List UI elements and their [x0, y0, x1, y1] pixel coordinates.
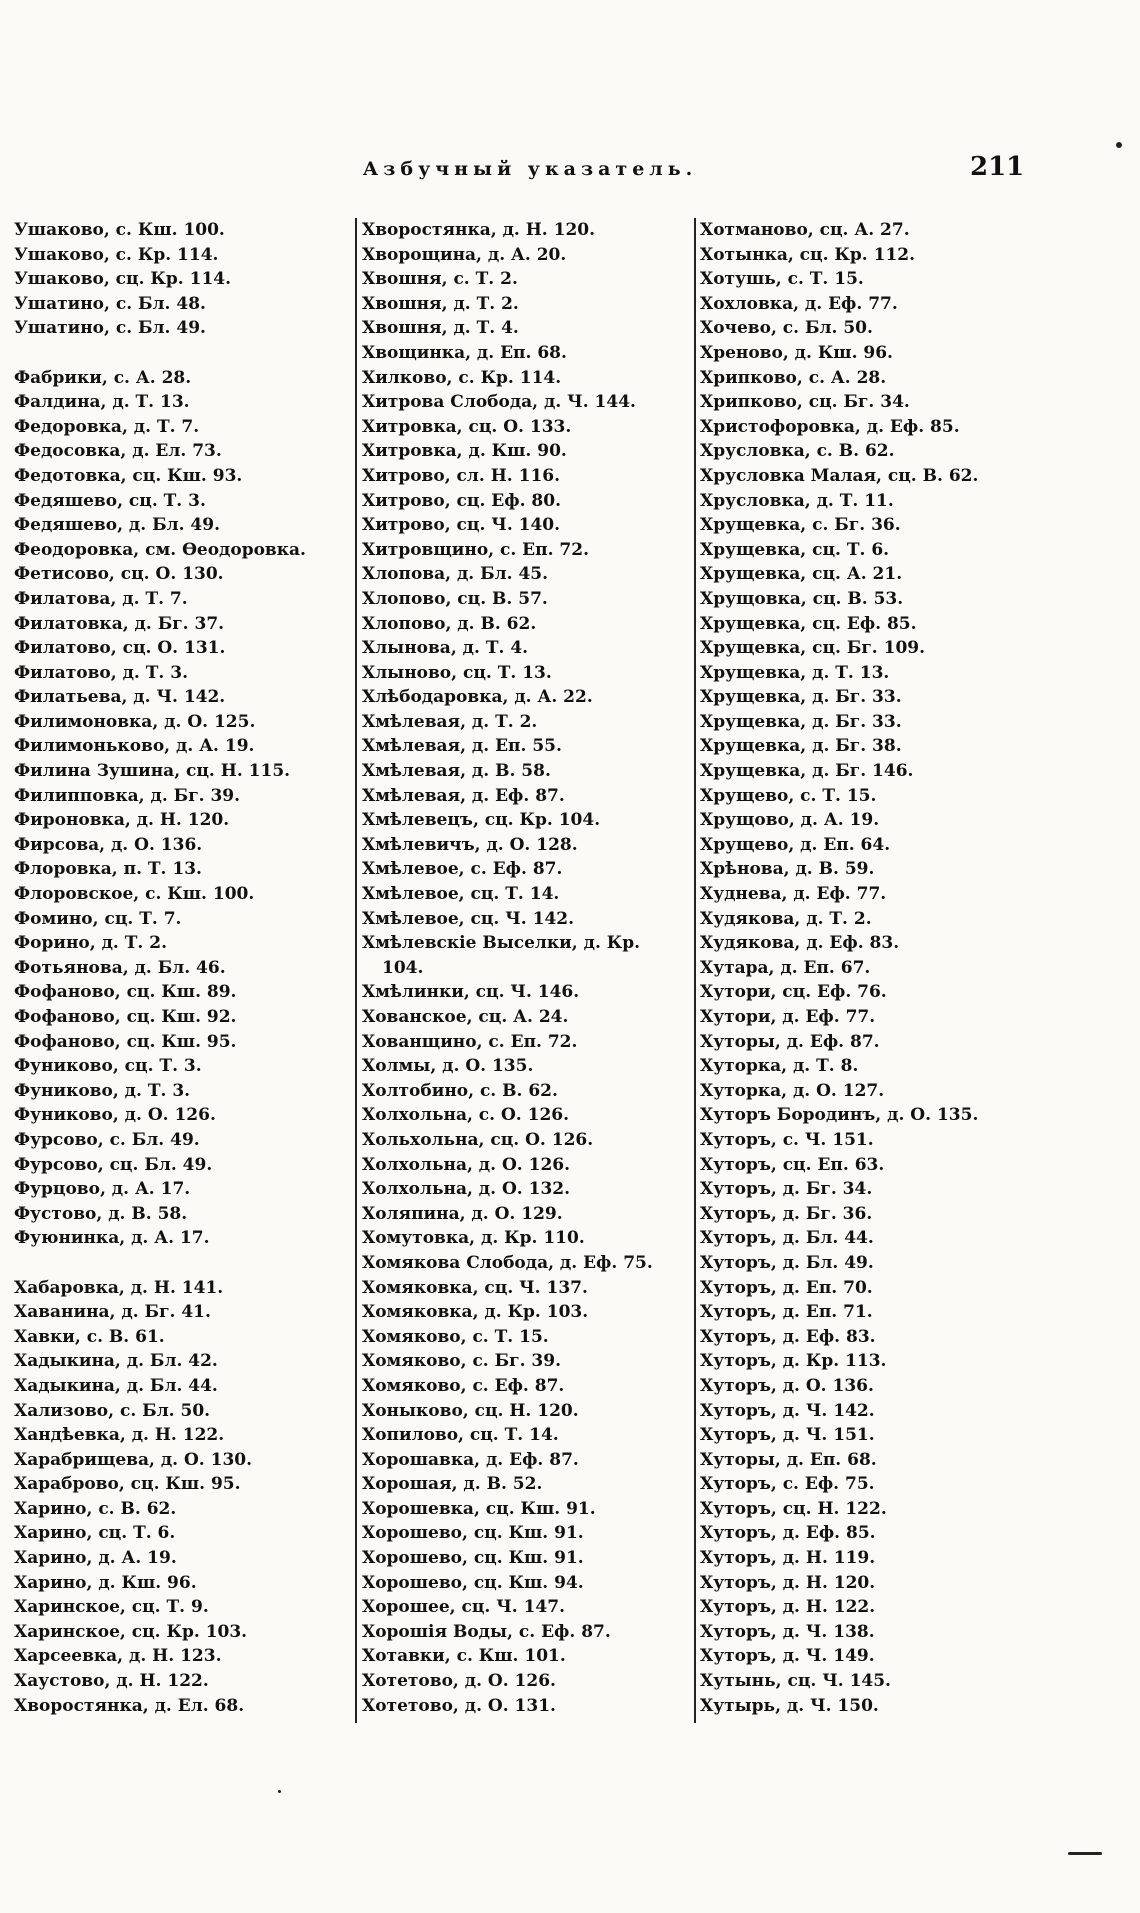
index-entry: Хадыкина, д. Бл. 42. — [14, 1351, 218, 1372]
index-entry: Хутори, сц. Еф. 76. — [700, 982, 887, 1003]
page-number: 211 — [970, 152, 1025, 182]
index-entry: Хлѣбодаровка, д. А. 22. — [362, 687, 593, 708]
index-entry: Хрущевка, с. Бг. 36. — [700, 515, 901, 536]
index-entry: Филина Зушина, сц. Н. 115. — [14, 761, 291, 782]
index-entry: Хвошня, с. Т. 2. — [362, 269, 518, 290]
index-entry: Фотьянова, д. Бл. 46. — [14, 957, 226, 978]
index-entry: Федоровка, д. Т. 7. — [14, 416, 200, 437]
index-entry: Хрусловка Малая, сц. В. 62. — [700, 465, 979, 486]
index-entry: Хитрово, сц. Еф. 80. — [362, 490, 561, 511]
index-entry: Хрипково, с. А. 28. — [700, 367, 887, 388]
index-entry: Флоровское, с. Кш. 100. — [14, 884, 255, 905]
index-entry: Хворостянка, д. Н. 120. — [362, 220, 596, 240]
index-entry: Хуторъ, д. Еп. 71. — [700, 1302, 873, 1323]
index-entry: Хочево, с. Бл. 50. — [700, 318, 873, 339]
index-entry: Хутынь, сц. Ч. 145. — [700, 1671, 891, 1692]
index-entry: Форино, д. Т. 2. — [14, 933, 167, 954]
index-entry: Фурсово, с. Бл. 49. — [14, 1129, 200, 1150]
index-entry: Хвошня, д. Т. 4. — [362, 318, 519, 339]
index-entry: Хуторы, д. Еф. 87. — [700, 1031, 880, 1052]
index-entry: Филатьева, д. Ч. 142. — [14, 687, 226, 708]
index-entry: Фуниково, сц. Т. 3. — [14, 1056, 202, 1077]
index-entry: Хвощинка, д. Еп. 68. — [362, 342, 567, 363]
index-entry: Фирсова, д. О. 136. — [14, 834, 203, 855]
index-entry: Хуторъ, д. Бл. 44. — [700, 1228, 874, 1249]
index-entry: Хрущевка, сц. Еф. 85. — [700, 613, 917, 634]
index-entry: Хутырь, д. Ч. 150. — [700, 1695, 879, 1716]
index-entry: Хрущовка, сц. В. 53. — [700, 588, 904, 609]
index-entry: Хмѣлинки, сц. Ч. 146. — [362, 982, 580, 1003]
index-entry: Харинское, сц. Кр. 103. — [14, 1621, 248, 1642]
index-entry: Хуторъ, д. Н. 122. — [700, 1597, 876, 1618]
index-entry: Федяшево, д. Бл. 49. — [14, 515, 221, 536]
index-entry: Хомяково, с. Т. 15. — [362, 1326, 549, 1347]
index-entry: Хомяковка, д. Кр. 103. — [362, 1302, 589, 1323]
index-entry: Хрущевка, сц. Бг. 109. — [700, 638, 926, 659]
index-entry: Хотынка, сц. Кр. 112. — [700, 244, 916, 265]
index-entry: Филимоновка, д. О. 125. — [14, 711, 256, 732]
index-column-3 — [700, 218, 1120, 1718]
index-entry: Хорошевка, сц. Кш. 91. — [362, 1498, 596, 1519]
index-entry: Хуторъ, д. Н. 120. — [700, 1572, 876, 1593]
index-entry: Худякова, д. Еф. 83. — [700, 933, 900, 954]
index-entry: Фомино, сц. Т. 7. — [14, 908, 182, 929]
index-entry: Ушаково, сц. Кр. 114. — [14, 269, 232, 290]
index-entry: Феодоровка, см. Өеодоровка. — [14, 539, 306, 560]
index-entry: Фуюнинка, д. А. 17. — [14, 1228, 210, 1249]
index-entry: Хлопова, д. Бл. 45. — [362, 564, 549, 585]
index-entry: Фурсово, сц. Бл. 49. — [14, 1154, 213, 1175]
index-entry: Хараброво, сц. Кш. 95. — [14, 1474, 241, 1495]
index-entry: Хотушь, с. Т. 15. — [700, 269, 864, 290]
index-entry: Харсеевка, д. Н. 123. — [14, 1646, 222, 1667]
index-entry: Хуторъ, д. Бг. 34. — [700, 1179, 873, 1200]
index-entry: Хрущевка, д. Бг. 33. — [700, 687, 902, 708]
index-entry: Хализово, с. Бл. 50. — [14, 1400, 211, 1421]
index-entry: Хорошавка, д. Еф. 87. — [362, 1449, 579, 1470]
index-entry: Хомяково, с. Еф. 87. — [362, 1375, 565, 1396]
index-entry: Хитровка, д. Кш. 90. — [362, 441, 567, 462]
index-entry: Хуторы, д. Еп. 68. — [700, 1449, 877, 1470]
index-entry: Хрипково, сц. Бг. 34. — [700, 392, 910, 413]
index-entry: Хрущево, с. Т. 15. — [700, 785, 877, 806]
index-entry: Хворостянка, д. Ел. 68. — [14, 1695, 245, 1716]
index-entry: Хуторъ, д. Еф. 85. — [700, 1523, 876, 1544]
index-entry: Харино, сц. Т. 6. — [14, 1523, 176, 1544]
index-entry: Хмѣлевичъ, д. О. 128. — [362, 834, 578, 855]
index-entry: Хорошія Воды, с. Еф. 87. — [362, 1621, 611, 1642]
print-speck — [278, 1790, 281, 1793]
index-entry: Хрущево, д. Еп. 64. — [700, 834, 891, 855]
index-entry: Хотавки, с. Кш. 101. — [362, 1646, 566, 1667]
column-divider — [694, 218, 696, 1723]
index-entry: Фабрики, с. А. 28. — [14, 367, 192, 388]
index-entry: Харино, д. А. 19. — [14, 1548, 177, 1569]
index-entry: Хитровка, сц. О. 133. — [362, 416, 572, 437]
index-entry: Хуторъ, д. Бл. 49. — [700, 1252, 874, 1273]
index-entry: Ушатино, с. Бл. 49. — [14, 318, 206, 339]
index-entry: Харино, д. Кш. 96. — [14, 1572, 197, 1593]
index-entry: Хуторъ, д. О. 136. — [700, 1375, 874, 1396]
index-entry: Хорошая, д. В. 52. — [362, 1474, 543, 1495]
index-entry: Хотманово, сц. А. 27. — [700, 220, 910, 240]
index-column-2 — [362, 218, 692, 1718]
index-entry: Хлопово, д. В. 62. — [362, 613, 537, 634]
index-entry: Хрущевка, д. Бг. 146. — [700, 761, 914, 782]
index-entry: Хлыново, сц. Т. 13. — [362, 662, 552, 683]
index-entry: Хаустово, д. Н. 122. — [14, 1671, 209, 1692]
index-entry: Флоровка, п. Т. 13. — [14, 859, 202, 880]
index-entry: Хуторъ Бородинъ, д. О. 135. — [700, 1105, 979, 1126]
index-entry: Хвошня, д. Т. 2. — [362, 293, 519, 314]
index-entry: Хомутовка, д. Кр. 110. — [362, 1228, 585, 1249]
index-entry: Хмѣлевскіе Выселки, д. Кр. — [362, 933, 641, 954]
index-entry: Хуторъ, д. Еф. 83. — [700, 1326, 876, 1347]
index-entry: Федотовка, сц. Кш. 93. — [14, 465, 243, 486]
index-entry: Холтобино, с. В. 62. — [362, 1080, 558, 1101]
index-entry: Холяпина, д. О. 129. — [362, 1203, 563, 1224]
index-entry: Холхольна, д. О. 126. — [362, 1154, 571, 1175]
index-entry: Хуторъ, д. Н. 119. — [700, 1548, 876, 1569]
index-entry: Федяшево, сц. Т. 3. — [14, 490, 206, 511]
index-entry: Хитрово, сц. Ч. 140. — [362, 515, 561, 536]
print-speck — [1068, 1852, 1102, 1855]
index-entry: Хорошево, сц. Кш. 91. — [362, 1548, 584, 1569]
index-entry: Филипповка, д. Бг. 39. — [14, 785, 241, 806]
index-entry: Хуторъ, сц. Н. 122. — [700, 1498, 887, 1519]
index-entry: Хуторъ, д. Кр. 113. — [700, 1351, 887, 1372]
index-entry: Хомяково, с. Бг. 39. — [362, 1351, 562, 1372]
index-entry: Хомякова Слобода, д. Еф. 75. — [362, 1252, 653, 1273]
index-entry: Фурцово, д. А. 17. — [14, 1179, 191, 1200]
index-entry: Хмѣлевое, с. Еф. 87. — [362, 859, 563, 880]
index-entry: Фалдина, д. Т. 13. — [14, 392, 190, 413]
index-entry: Хворощина, д. А. 20. — [362, 244, 567, 265]
index-entry: Фофаново, сц. Кш. 95. — [14, 1031, 237, 1052]
index-entry: Христофоровка, д. Еф. 85. — [700, 416, 960, 437]
index-entry: Фофаново, сц. Кш. 92. — [14, 1007, 237, 1027]
index-column-1 — [14, 218, 349, 1718]
index-entry: Хольхольна, сц. О. 126. — [362, 1129, 594, 1150]
index-entry: Филатовка, д. Бг. 37. — [14, 613, 225, 634]
index-entry: Филатова, д. Т. 7. — [14, 588, 188, 609]
index-entry: Фустово, д. В. 58. — [14, 1203, 188, 1224]
index-entry: Хмѣлевое, сц. Ч. 142. — [362, 908, 575, 929]
column-divider — [355, 218, 357, 1723]
index-entry: Худякова, д. Т. 2. — [700, 908, 872, 929]
index-entry: Хованское, сц. А. 24. — [362, 1007, 569, 1027]
index-entry: Хорошее, сц. Ч. 147. — [362, 1597, 566, 1618]
index-entry: Хлынова, д. Т. 4. — [362, 638, 529, 659]
index-entry: Хмѣлевая, д. Т. 2. — [362, 711, 538, 732]
page-title: Азбучный указатель. — [362, 158, 698, 180]
index-entry: Фетисово, сц. О. 130. — [14, 564, 224, 585]
index-entry: Хоныково, сц. Н. 120. — [362, 1400, 579, 1421]
index-entry: Хмѣлевое, сц. Т. 14. — [362, 884, 560, 905]
index-entry: Хорошево, сц. Кш. 91. — [362, 1523, 584, 1544]
index-entry: Хадыкина, д. Бл. 44. — [14, 1375, 218, 1396]
index-entry: Хотетово, д. О. 126. — [362, 1671, 556, 1692]
index-entry: Хрущевка, сц. А. 21. — [700, 564, 903, 585]
index-entry: Хуторка, д. Т. 8. — [700, 1056, 859, 1077]
index-entry: Хрѣнова, д. В. 59. — [700, 859, 875, 880]
index-entry: Хрущевка, д. Бг. 33. — [700, 711, 902, 732]
blank-line — [14, 341, 349, 366]
index-entry: Хитрово, сл. Н. 116. — [362, 465, 561, 486]
index-entry: Хуторъ, д. Ч. 138. — [700, 1621, 875, 1642]
index-entry: Хуторъ, д. Ч. 142. — [700, 1400, 875, 1421]
index-entry: Филатово, сц. О. 131. — [14, 638, 226, 659]
index-entry: Хуторъ, д. Ч. 149. — [700, 1646, 875, 1667]
index-entry: Хитрова Слобода, д. Ч. 144. — [362, 392, 636, 413]
index-entry: Хмѣлевецъ, сц. Кр. 104. — [362, 810, 601, 831]
index-entry: Хилково, с. Кр. 114. — [362, 367, 562, 388]
index-entry: Хмѣлевая, д. Еп. 55. — [362, 736, 562, 757]
index-entry: Хотетово, д. О. 131. — [362, 1695, 556, 1716]
index-entry: 104. — [382, 957, 424, 978]
index-entry: Хлопово, сц. В. 57. — [362, 588, 548, 609]
index-entry: Хорошево, сц. Кш. 94. — [362, 1572, 584, 1593]
index-entry: Хандѣевка, д. Н. 122. — [14, 1425, 225, 1446]
index-entry: Филимоньково, д. А. 19. — [14, 736, 255, 757]
index-entry: Хуторка, д. О. 127. — [700, 1080, 885, 1101]
index-entry: Хохловка, д. Еф. 77. — [700, 293, 898, 314]
index-entry: Фуниково, д. О. 126. — [14, 1105, 216, 1126]
index-entry: Хрущевка, д. Т. 13. — [700, 662, 890, 683]
index-entry: Хутори, д. Еф. 77. — [700, 1007, 876, 1027]
index-entry: Хавки, с. В. 61. — [14, 1326, 165, 1347]
index-entry: Хопилово, сц. Т. 14. — [362, 1425, 559, 1446]
index-entry: Федосовка, д. Ел. 73. — [14, 441, 222, 462]
index-entry: Хутара, д. Еп. 67. — [700, 957, 871, 978]
index-entry: Хуторъ, д. Бг. 36. — [700, 1203, 873, 1224]
index-entry: Худнева, д. Еф. 77. — [700, 884, 887, 905]
index-entry: Ушатино, с. Бл. 48. — [14, 293, 206, 314]
index-entry: Хрущевка, д. Бг. 38. — [700, 736, 902, 757]
index-entry: Хрусловка, д. Т. 11. — [700, 490, 894, 511]
index-entry: Хомяковка, сц. Ч. 137. — [362, 1277, 588, 1298]
index-entry: Хрущевка, сц. Т. 6. — [700, 539, 890, 560]
index-entry: Фофаново, сц. Кш. 89. — [14, 982, 237, 1003]
index-entry: Харино, с. В. 62. — [14, 1498, 177, 1519]
index-entry: Харабрищева, д. О. 130. — [14, 1449, 253, 1470]
index-entry: Ушаково, с. Кш. 100. — [14, 220, 225, 240]
print-speck — [1116, 142, 1122, 148]
index-entry: Хрущово, д. А. 19. — [700, 810, 880, 831]
index-entry: Холхольна, с. О. 126. — [362, 1105, 570, 1126]
index-entry: Хабаровка, д. Н. 141. — [14, 1277, 224, 1298]
index-entry: Хитровщино, с. Еп. 72. — [362, 539, 589, 560]
blank-line — [14, 1251, 349, 1276]
index-entry: Холмы, д. О. 135. — [362, 1056, 534, 1077]
index-entry: Фуниково, д. Т. 3. — [14, 1080, 191, 1101]
index-entry: Хованщино, с. Еп. 72. — [362, 1031, 578, 1052]
index-entry: Филатово, д. Т. 3. — [14, 662, 189, 683]
index-entry: Хуторъ, сц. Еп. 63. — [700, 1154, 885, 1175]
index-entry: Харинское, сц. Т. 9. — [14, 1597, 209, 1618]
index-entry: Хуторъ, с. Еф. 75. — [700, 1474, 875, 1495]
index-entry: Хуторъ, д. Еп. 70. — [700, 1277, 873, 1298]
index-entry: Холхольна, д. О. 132. — [362, 1179, 571, 1200]
index-entry: Хуторъ, д. Ч. 151. — [700, 1425, 875, 1446]
index-entry: Хаванина, д. Бг. 41. — [14, 1302, 211, 1323]
index-entry: Хмѣлевая, д. Еф. 87. — [362, 785, 565, 806]
index-entry: Хрусловка, с. В. 62. — [700, 441, 895, 462]
index-entry: Фироновка, д. Н. 120. — [14, 810, 230, 831]
index-entry: Хреново, д. Кш. 96. — [700, 342, 893, 363]
index-entry: Хуторъ, с. Ч. 151. — [700, 1129, 874, 1150]
index-entry: Хмѣлевая, д. В. 58. — [362, 761, 551, 782]
index-entry: Ушаково, с. Кр. 114. — [14, 244, 219, 265]
